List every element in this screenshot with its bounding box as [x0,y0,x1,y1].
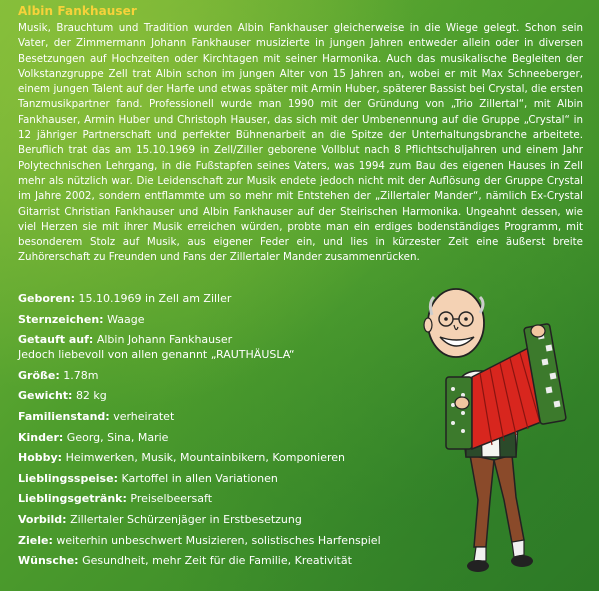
facts-list [18,291,398,574]
fact-lieblingsspeise [18,471,398,486]
fact-label: Vorbild: [18,512,67,526]
fact-value: 1.78m [63,368,99,382]
fact-value: Georg, Sina, Marie [66,430,169,444]
legs [467,455,533,572]
fact-value: Gesundheit, mehr Zeit für die Familie, Kreativität [82,554,352,568]
fact-lieblingsgetraenk [18,491,398,506]
fact-value: Heimwerken, Musik, Mountainbikern, Komponieren [65,451,345,465]
bio-text: Musik, Brauchtum und Tradition wurden Albin Fankhauser gleicherweise in die Wiege gelegt. Schon sein Vater, der Zimmermann Johann Fankhauser musizierte in jungen Jahren entweder allein oder in diversen Besetzungen auf Hochzeiten oder Kirchtagen mit seiner Harmonika. Auch das musikalische Begleiten der Volkstanzgruppe Zell trat Albin schon im jungen Alter von 15 Jahren an, wobei er mit Max Schneeberger, einem jungen Talent auf der Harfe und etwas später mit Armin Huber, späterer Bassist bei Crystal, die ersten Tanzmusikpartner fand. Professionell wurde man 1990 mit der Gründung von „Trio Zillertal“, mit Albin Fankhauser, Armin Huber und Christoph Hauser, das sich mit der Umbenennung auf die Gruppe „Crystal“ in 12 jähriger Partnerschaft und perfekter Bühnenarbeit an die Spitze der Unterhaltungsbranche arbeitete. Beruflich trat das am 15.10.1969 in Zell/Ziller geborene Vollblut nach 8 Pflichtschuljahren und einem Jahr Polytechnischen Lehrgang, in die Fußstapfen seines Vaters, was 1994 zum Bau des eigenen Hauses in Zell mehr als nützlich war. Die Leidenschaft zur Musik endete jedoch nicht mit der Auflösung der Gruppe Crystal im Jahre 2002, sondern entflammte um so mehr mit Entstehen der „Zillertaler Mander“, nämlich Ex-Crystal Gitarrist Christian Fankhauser und Albin Fankhauser auf der Steirischen Harmonika. Ungeahnt dessen, wie viel Herzen sie mit ihrer Musik erreichen würden, probte man ein erdiges bodenständiges Programm, mit besonderem Stolz auf Musik, aus eigener Feder ein, und lies in kürzester Zeit eine äußerst breite Zuhörerschaft zu Freunden und Fans der Zillertaler Mander zusammenrücken. [18,22,583,264]
fact-value: verheiratet [113,409,175,423]
accordion-player-illustration [420,285,570,585]
fact-value: 15.10.1969 in Zell am Ziller [78,292,232,305]
fact-label: Ziele: [18,533,53,547]
head [424,289,484,357]
fact-value: Kartoffel in allen Variationen [121,471,278,485]
bio-section [18,4,583,266]
page-title: Albin Fankhauser [18,4,137,18]
fact-groesse [18,368,398,383]
fact-label: Hobby: [18,451,63,465]
fact-label: Lieblingsgetränk: [18,492,127,506]
fact-value: weiterhin unbeschwert Musizieren, solistisches Harfenspiel [56,533,381,547]
fact-label: Lieblingsspeise: [18,471,118,485]
fact-gewicht [18,388,398,403]
fact-sternzeichen [18,312,398,327]
fact-label: Gewicht: [18,389,73,403]
fact-kinder [18,430,398,445]
fact-hobby [18,450,398,465]
fact-label: Familienstand: [18,409,110,423]
fact-value: Albin Johann Fankhauser [96,333,233,347]
fact-label: Größe: [18,368,60,382]
fact-value: Zillertaler Schürzenjäger in Erstbesetzung [70,512,302,526]
fact-geboren [18,291,398,306]
fact-label: Kinder: [18,430,64,444]
fact-ziele [18,533,398,548]
fact-vorbild [18,512,398,527]
fact-value: Waage [107,312,145,326]
fact-extra: Jedoch liebevoll von allen genannt „RAUTHÄUSLA“ [18,348,295,362]
fact-label: Sternzeichen: [18,312,104,326]
fact-label: Getauft auf: [18,333,94,347]
fact-value: Preiselbeersaft [130,492,213,506]
fact-familienstand [18,409,398,424]
fact-label: Geboren: [18,292,76,305]
fact-value: 82 kg [75,389,107,403]
fact-wuensche [18,553,398,568]
fact-getauft [18,332,398,362]
fact-label: Wünsche: [18,554,79,568]
